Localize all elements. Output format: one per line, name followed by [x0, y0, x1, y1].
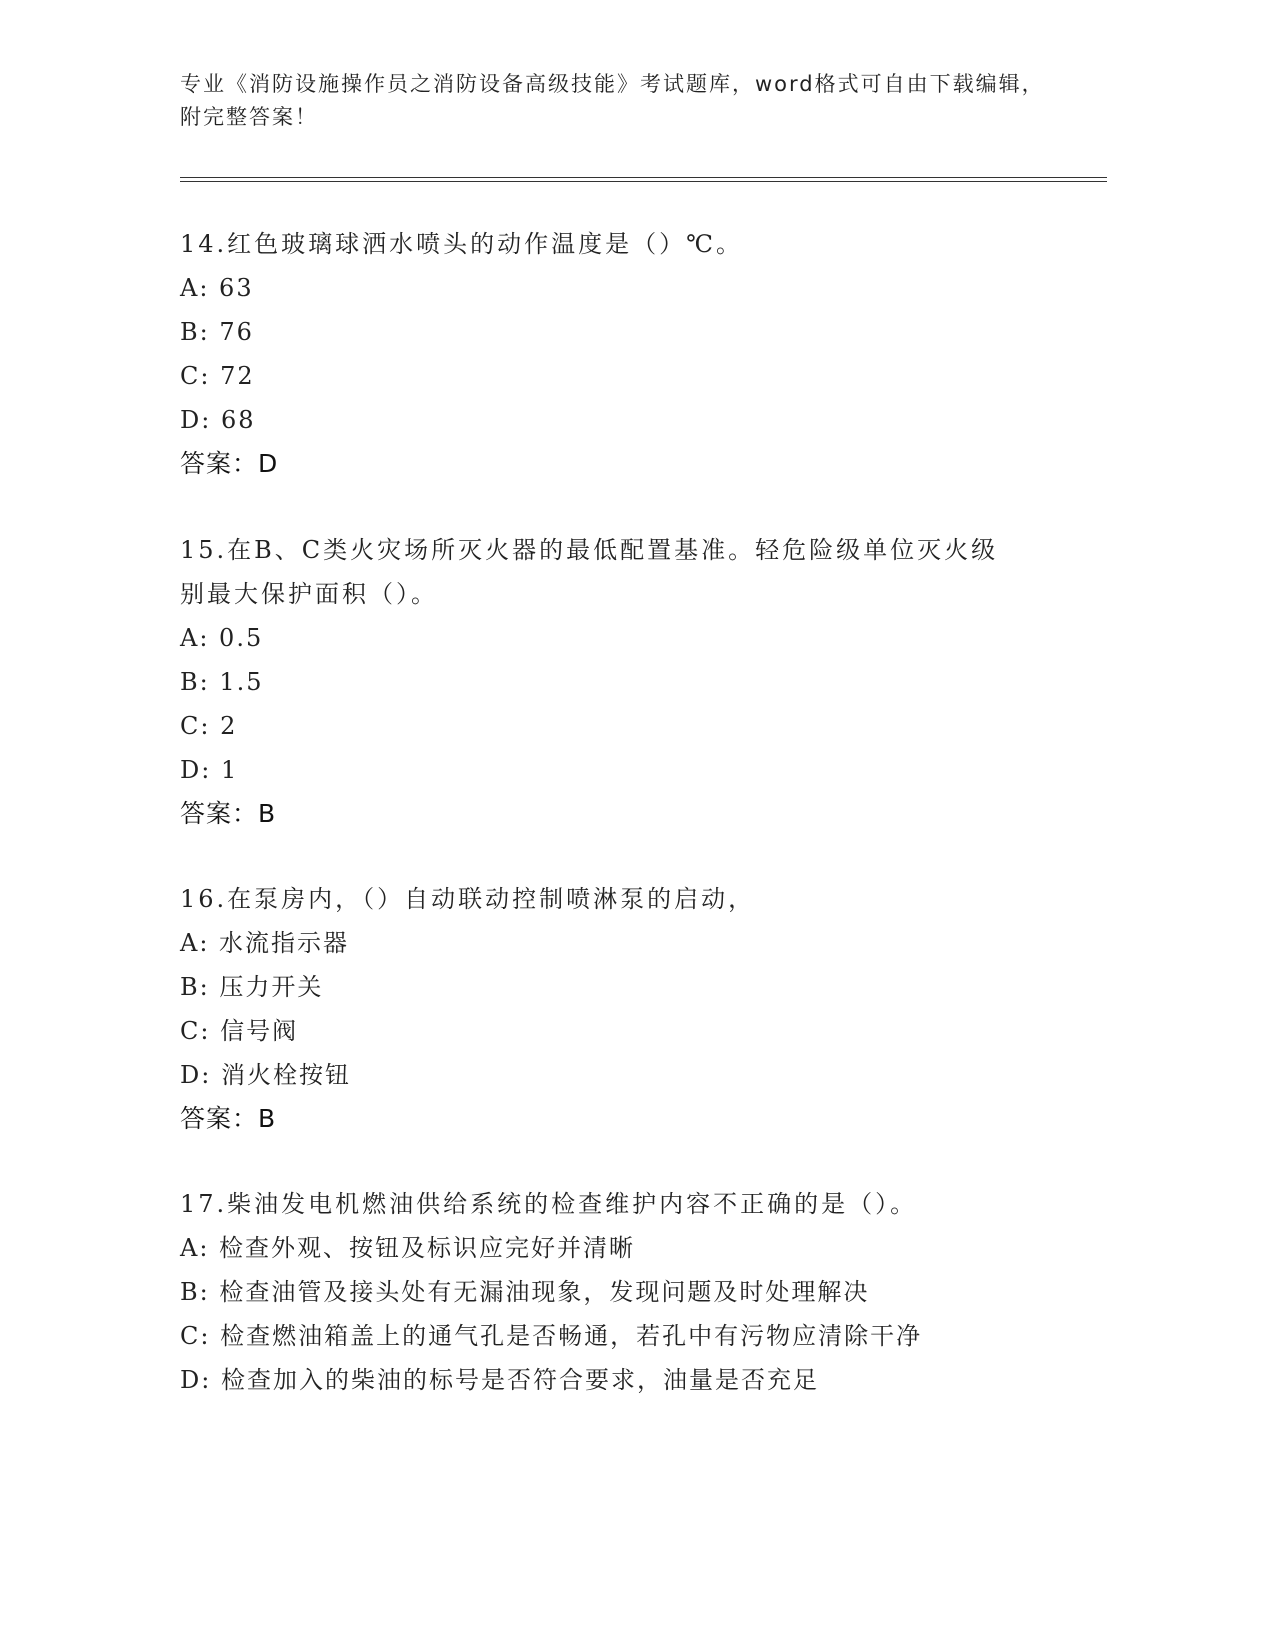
question-stem: 16.在泵房内，（）自动联动控制喷淋泵的启动，: [180, 885, 756, 913]
question-16: [180, 877, 1080, 1141]
answer-line: 答案：D: [180, 449, 279, 478]
option-b: B: 检查油管及接头处有无漏油现象，发现问题及时处理解决: [180, 1278, 870, 1306]
option-c: C: 2: [180, 712, 238, 740]
option-d: D: 检查加入的柴油的标号是否符合要求，油量是否充足: [180, 1366, 819, 1394]
option-b: B: 压力开关: [180, 973, 324, 1001]
answer-line: 答案：B: [180, 1104, 277, 1133]
option-c: C: 72: [180, 362, 255, 390]
option-c: C: 检查燃油箱盖上的通气孔是否畅通，若孔中有污物应清除干净: [180, 1322, 923, 1350]
option-d: D: 消火栓按钮: [180, 1061, 351, 1089]
option-a: A: 0.5: [180, 624, 264, 652]
answer-line: 答案：B: [180, 799, 277, 828]
option-a: A: 水流指示器: [180, 929, 350, 957]
option-d: D: 1: [180, 756, 239, 784]
question-15: [180, 528, 1080, 836]
document-intro: 专业《消防设施操作员之消防设备高级技能》考试题库，word格式可自由下载编辑，附完整答案！: [180, 72, 1045, 129]
question-stem: 17.柴油发电机燃油供给系统的检查维护内容不正确的是（）。: [180, 1190, 918, 1218]
header-divider: [180, 177, 1107, 182]
question-17: [180, 1182, 1080, 1402]
option-b: B: 1.5: [180, 668, 264, 696]
question-stem: 15.在B、C类火灾场所灭火器的最低配置基准。轻危险级单位灭火级别最大保护面积（）。: [180, 536, 999, 608]
option-a: A: 63: [180, 274, 254, 302]
question-stem: 14.红色玻璃球洒水喷头的动作温度是（）℃。: [180, 230, 744, 258]
question-14: [180, 222, 1080, 486]
option-a: A: 检查外观、按钮及标识应完好并清晰: [180, 1234, 636, 1262]
option-d: D: 68: [180, 406, 256, 434]
option-c: C: 信号阀: [180, 1017, 299, 1045]
option-b: B: 76: [180, 318, 254, 346]
